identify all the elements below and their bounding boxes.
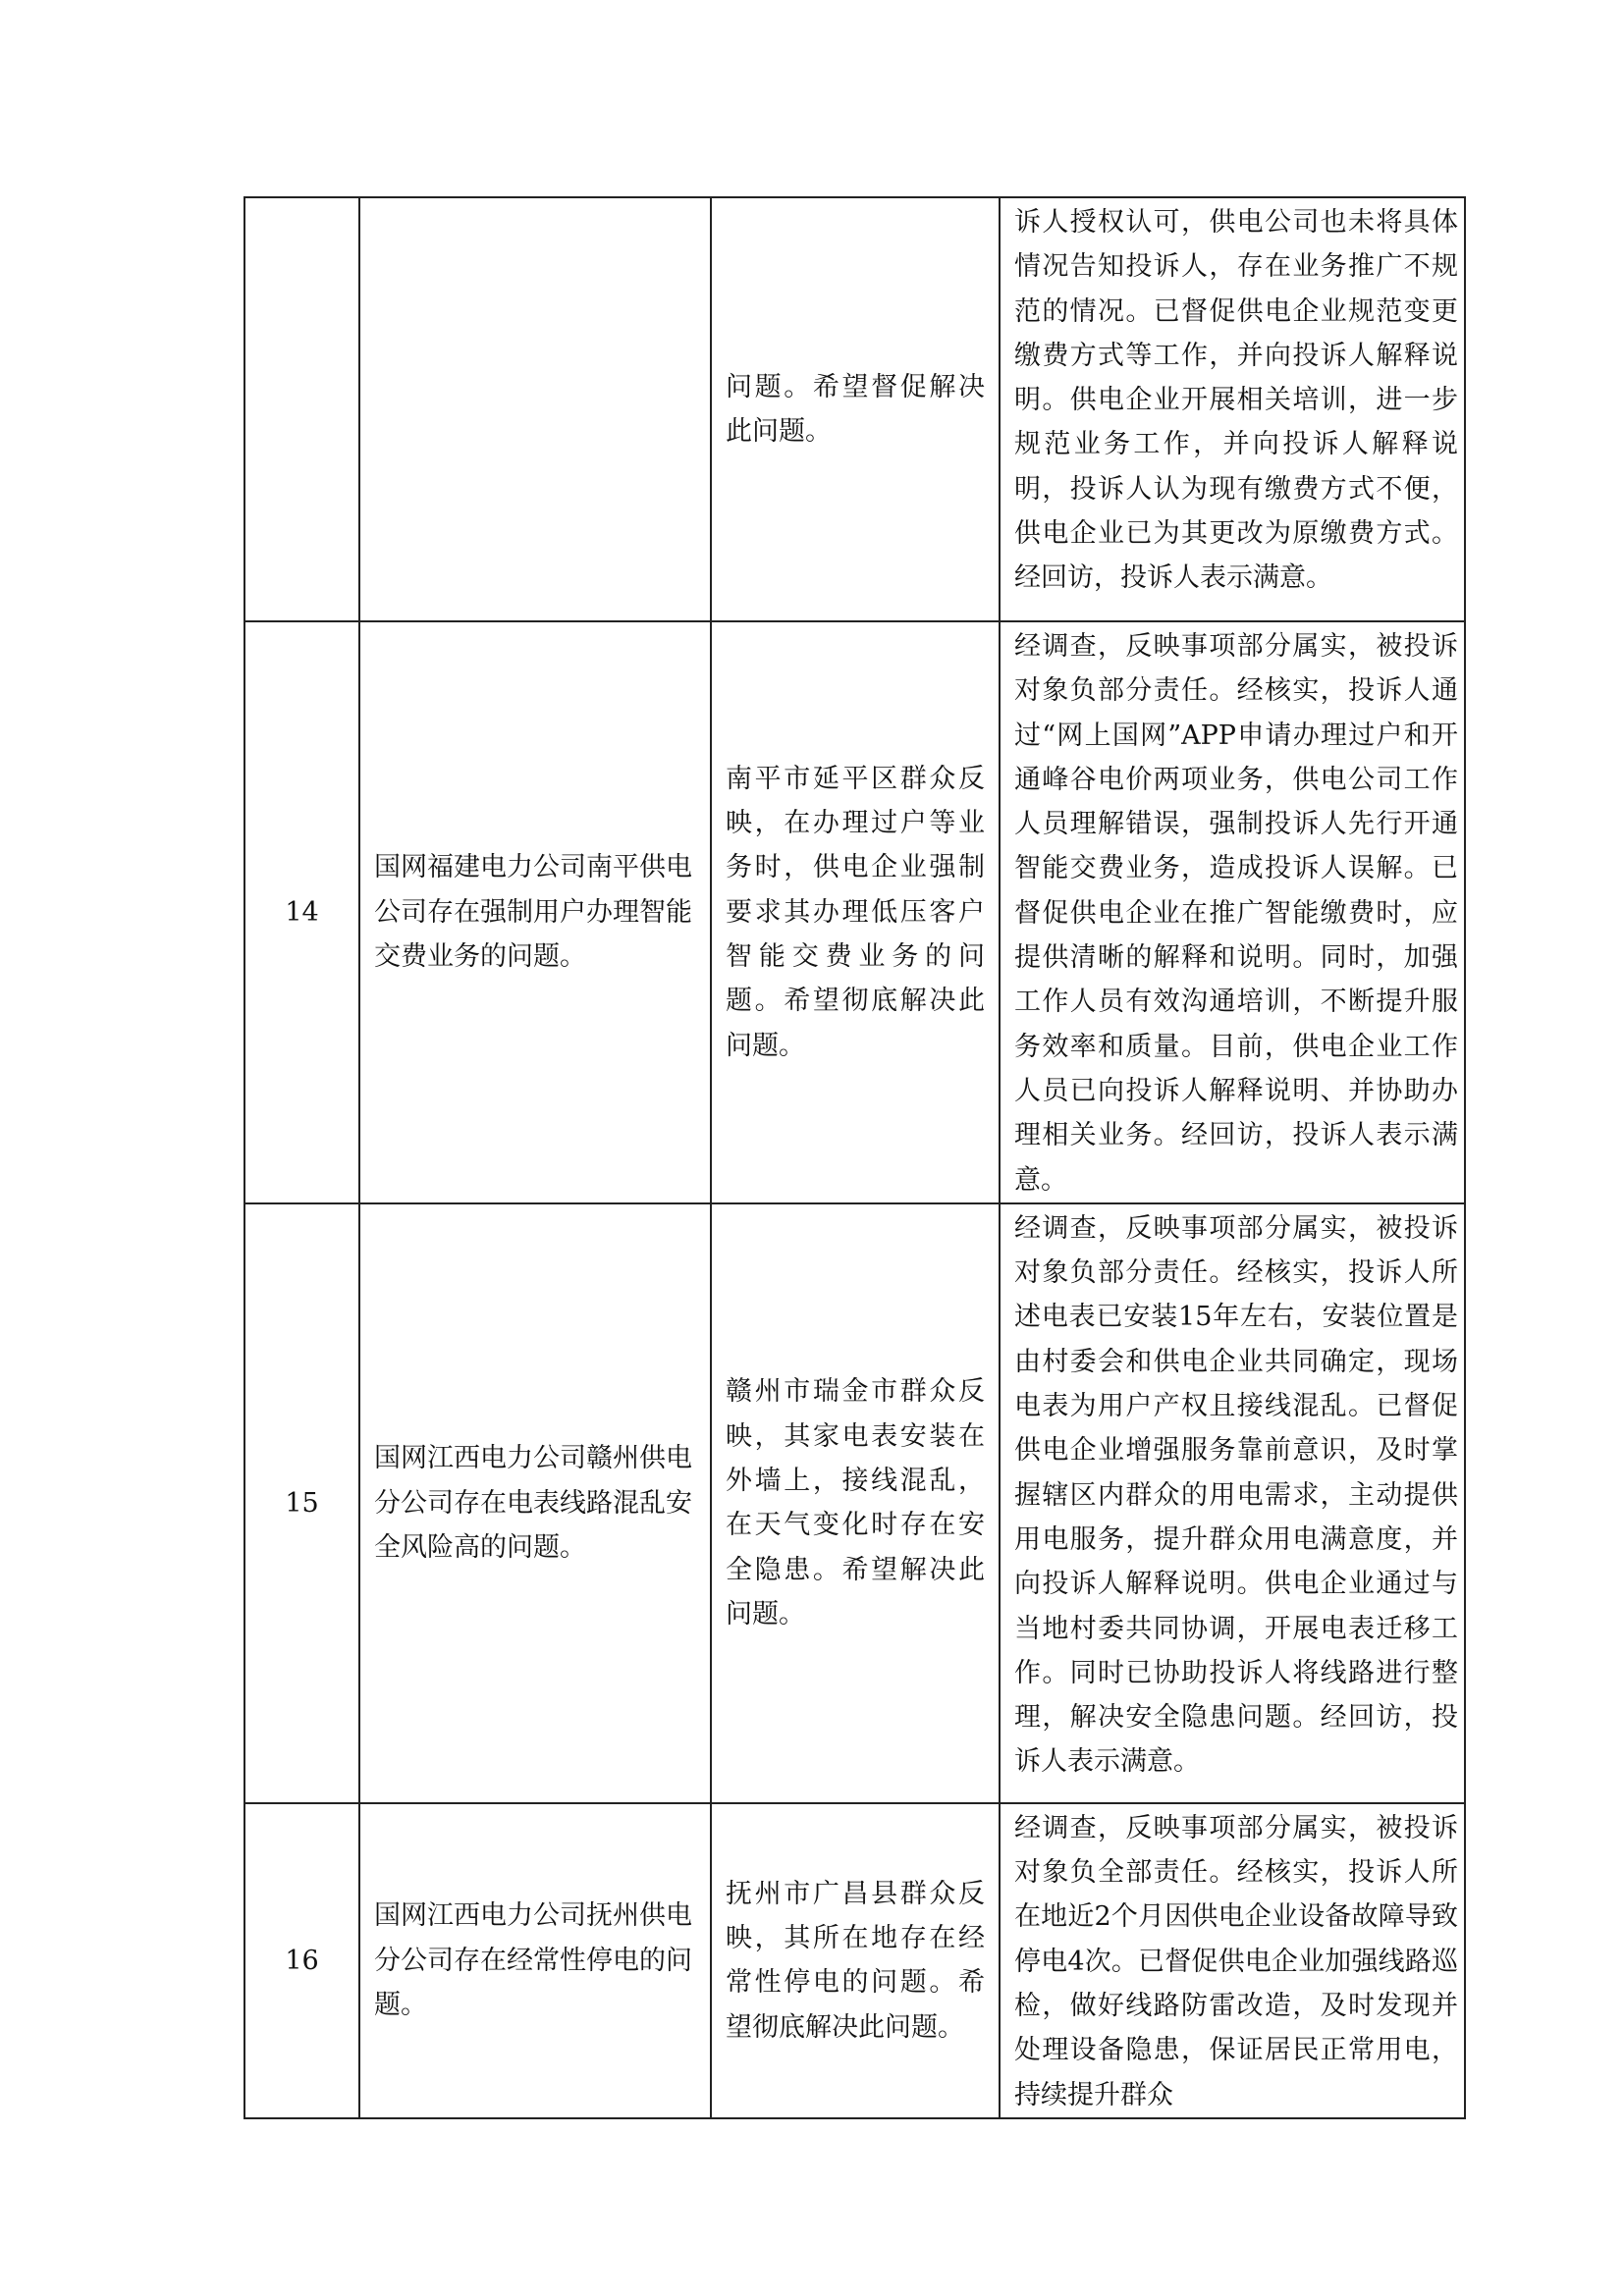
row-number: 16 [244,1803,359,2118]
issue-description: 问题。希望督促解决此问题。 [711,197,1000,621]
handling-result: 经调查，反映事项部分属实，被投诉对象负部分责任。经核实，投诉人通过“网上国网”APP申请办理过户和开通峰谷电价两项业务，供电公司工作人员理解错误，强制投诉人先行开通智能交费业务，造成投诉人误解。已督促供电企业在推广智能缴费时，应提供清晰的解释和说明。同时，加强工作人员有效沟通培训，不断提升服务效率和质量。目前，供电企业工作人员已向投诉人解释说明、并协助办理相关业务。经回访，投诉人表示满意。 [1000,621,1465,1203]
table-row [244,197,1465,621]
complaints-table [244,196,1466,2119]
row-number [244,197,359,621]
row-number: 15 [244,1203,359,1803]
issue-description: 赣州市瑞金市群众反映，其家电表安装在外墙上，接线混乱，在天气变化时存在安全隐患。希望解决此问题。 [711,1203,1000,1803]
table-row [244,621,1465,1203]
complained-unit: 国网江西电力公司抚州供电分公司存在经常性停电的问题。 [359,1803,711,2118]
handling-result: 经调查，反映事项部分属实，被投诉对象负部分责任。经核实，投诉人所述电表已安装15年左右，安装位置是由村委会和供电企业共同确定，现场电表为用户产权且接线混乱。已督促供电企业增强服务靠前意识，及时掌握辖区内群众的用电需求，主动提供用电服务，提升群众用电满意度，并向投诉人解释说明。供电企业通过与当地村委共同协调，开展电表迁移工作。同时已协助投诉人将线路进行整理，解决安全隐患问题。经回访，投诉人表示满意。 [1000,1203,1465,1803]
handling-result: 诉人授权认可，供电公司也未将具体情况告知投诉人，存在业务推广不规范的情况。已督促供电企业规范变更缴费方式等工作，并向投诉人解释说明。供电企业开展相关培训，进一步规范业务工作，并向投诉人解释说明，投诉人认为现有缴费方式不便，供电企业已为其更改为原缴费方式。经回访，投诉人表示满意。 [1000,197,1465,621]
complained-unit: 国网福建电力公司南平供电公司存在强制用户办理智能交费业务的问题。 [359,621,711,1203]
complained-unit [359,197,711,621]
complained-unit: 国网江西电力公司赣州供电分公司存在电表线路混乱安全风险高的问题。 [359,1203,711,1803]
table-row [244,1203,1465,1803]
handling-result: 经调查，反映事项部分属实，被投诉对象负全部责任。经核实，投诉人所在地近2个月因供电企业设备故障导致停电4次。已督促供电企业加强线路巡检，做好线路防雷改造，及时发现并处理设备隐患，保证居民正常用电，持续提升群众 [1000,1803,1465,2118]
issue-description: 抚州市广昌县群众反映，其所在地存在经常性停电的问题。希望彻底解决此问题。 [711,1803,1000,2118]
table-row [244,1803,1465,2118]
issue-description: 南平市延平区群众反映，在办理过户等业务时，供电企业强制要求其办理低压客户智能交费业务的问题。希望彻底解决此问题。 [711,621,1000,1203]
row-number: 14 [244,621,359,1203]
